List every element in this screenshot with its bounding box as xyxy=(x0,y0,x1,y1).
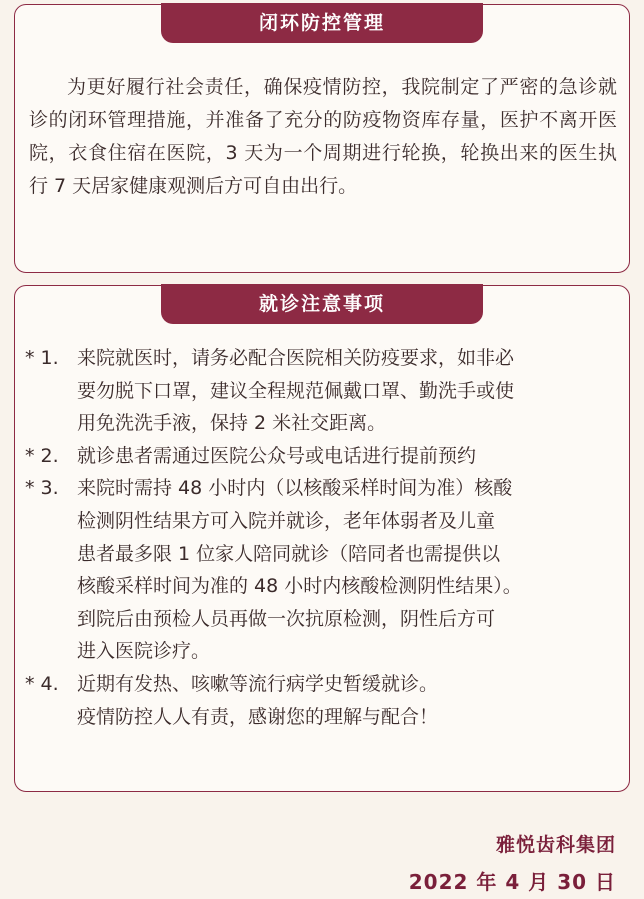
notice-item xyxy=(25,668,619,701)
notice-line: 要勿脱下口罩，建议全程规范佩戴口罩、勤洗手或使 xyxy=(77,379,515,402)
notice-list xyxy=(25,342,619,733)
notice-line: 检测阴性结果方可入院并就诊，老年体弱者及儿童 xyxy=(77,509,496,532)
visit-notice-card xyxy=(14,285,630,792)
notice-line: 进入医院诊疗。 xyxy=(77,640,211,663)
notice-marker: * 3. xyxy=(25,477,59,500)
closed-loop-title: 闭环防控管理 xyxy=(161,3,483,43)
notice-date: 2022 年 4 月 30 日 xyxy=(408,870,616,894)
notice-line: 来院时需持 48 小时内（以核酸采样时间为准）核酸 xyxy=(77,477,513,500)
notice-marker: * 2. xyxy=(25,444,59,467)
visit-notice-title: 就诊注意事项 xyxy=(161,284,483,324)
notice-line: 近期有发热、咳嗽等流行病学史暂缓就诊。 xyxy=(77,672,439,695)
notice-line: 用免洗洗手液，保持 2 米社交距离。 xyxy=(77,412,387,435)
notice-line: 患者最多限 1 位家人陪同就诊（陪同者也需提供以 xyxy=(77,542,501,565)
notice-line: 就诊患者需通过医院公众号或电话进行提前预约 xyxy=(77,444,477,467)
notice-line: 来院就医时，请务必配合医院相关防疫要求，如非必 xyxy=(77,347,515,369)
closing-note: 疫情防控人人有责，感谢您的理解与配合！ xyxy=(77,705,439,728)
closed-loop-card xyxy=(14,4,630,273)
notice-item xyxy=(25,440,619,473)
notice-line: 到院后由预检人员再做一次抗原检测，阴性后方可 xyxy=(77,607,496,630)
notice-item xyxy=(25,472,619,668)
closed-loop-body: 为更好履行社会责任，确保疫情防控，我院制定了严密的急诊就诊的闭环管理措施，并准备了充分的防疫物资库存量，医护不离开医院，衣食住宿在医院，3 天为一个周期进行轮换，轮换出来的医生执行 7 天居家健康观测后方可自由出行。 xyxy=(29,76,617,197)
notice-marker: * 4. xyxy=(25,672,59,695)
notice-marker: * 1. xyxy=(25,347,59,369)
notice-item xyxy=(25,342,619,440)
organization-name: 雅悦齿科集团 xyxy=(495,834,616,856)
notice-line: 核酸采样时间为准的 48 小时内核酸检测阴性结果）。 xyxy=(77,575,522,598)
